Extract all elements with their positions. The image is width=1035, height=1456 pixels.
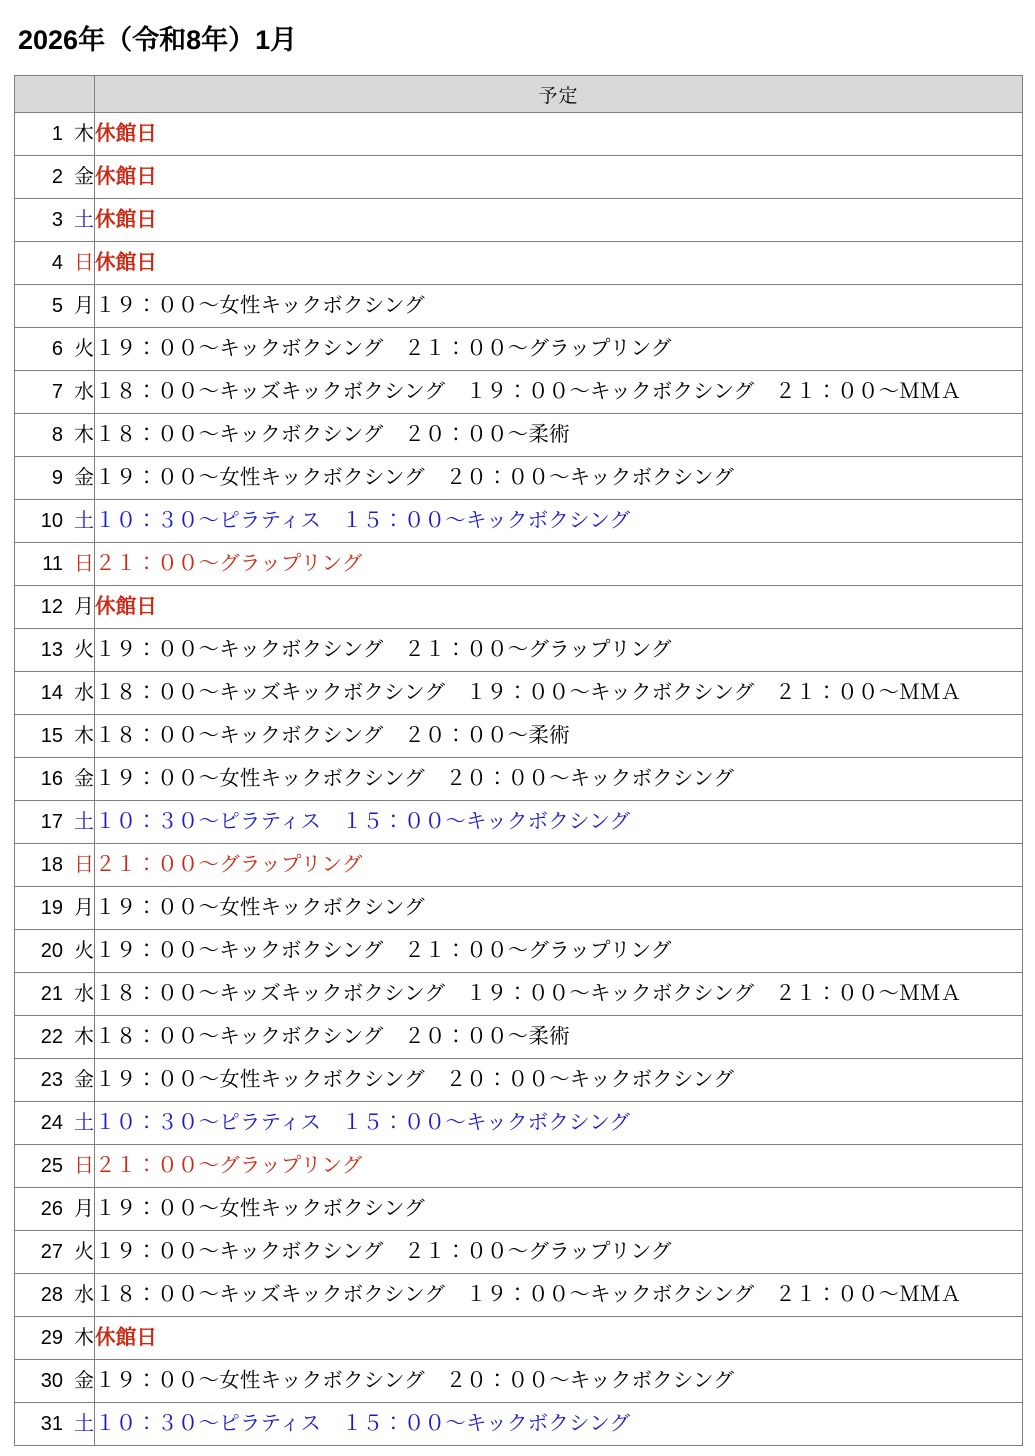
table-row (15, 1360, 1023, 1403)
day-number: 27 (40, 1241, 63, 1263)
table-row (15, 156, 1023, 199)
plan-cell: 休館日 (95, 156, 1023, 199)
day-number: 12 (40, 596, 63, 618)
date-cell (15, 1059, 95, 1102)
table-row (15, 1274, 1023, 1317)
day-number: 20 (40, 940, 63, 962)
weekday-label: 木 (74, 123, 94, 145)
table-row (15, 1317, 1023, 1360)
table-row (15, 328, 1023, 371)
day-number: 8 (51, 424, 63, 446)
table-row (15, 801, 1023, 844)
plan-cell: １９：００～女性キックボクシング ２０：００～キックボクシング (95, 1360, 1023, 1403)
plan-cell: １８：００～キッズキックボクシング １９：００～キックボクシング ２１：００～ＭＭＡ (95, 371, 1023, 414)
plan-cell: １０：３０～ピラティス １５：００～キックボクシング (95, 1102, 1023, 1145)
weekday-label: 月 (74, 295, 94, 317)
weekday-label: 月 (74, 897, 94, 919)
table-row (15, 1059, 1023, 1102)
table-header (15, 76, 1023, 113)
table-row (15, 973, 1023, 1016)
table-row (15, 1102, 1023, 1145)
table-row (15, 1145, 1023, 1188)
day-number: 1 (51, 123, 63, 145)
date-cell (15, 844, 95, 887)
weekday-label: 土 (74, 811, 94, 833)
date-cell (15, 1231, 95, 1274)
date-cell (15, 199, 95, 242)
weekday-label: 水 (74, 381, 94, 403)
day-number: 24 (40, 1112, 63, 1134)
weekday-label: 金 (74, 1069, 94, 1091)
date-cell (15, 715, 95, 758)
weekday-label: 日 (74, 854, 94, 876)
day-number: 15 (40, 725, 63, 747)
date-cell (15, 1317, 95, 1360)
day-number: 4 (51, 252, 63, 274)
table-row (15, 586, 1023, 629)
date-cell (15, 1274, 95, 1317)
weekday-label: 日 (74, 1155, 94, 1177)
date-cell (15, 586, 95, 629)
plan-cell: １８：００～キックボクシング ２０：００～柔術 (95, 414, 1023, 457)
table-row (15, 199, 1023, 242)
table-row (15, 242, 1023, 285)
date-cell (15, 285, 95, 328)
plan-cell: １８：００～キッズキックボクシング １９：００～キックボクシング ２１：００～ＭＭＡ (95, 973, 1023, 1016)
date-cell (15, 930, 95, 973)
plan-cell: ２１：００～グラップリング (95, 1145, 1023, 1188)
plan-cell: 休館日 (95, 113, 1023, 156)
day-number: 2 (51, 166, 63, 188)
plan-cell: １０：３０～ピラティス １５：００～キックボクシング (95, 1403, 1023, 1446)
day-number: 13 (40, 639, 63, 661)
date-cell (15, 1102, 95, 1145)
plan-cell: １０：３０～ピラティス １５：００～キックボクシング (95, 500, 1023, 543)
day-number: 29 (40, 1327, 63, 1349)
table-row (15, 629, 1023, 672)
day-number: 5 (51, 295, 63, 317)
weekday-label: 金 (74, 467, 94, 489)
table-row (15, 1403, 1023, 1446)
plan-cell: １９：００～女性キックボクシング (95, 887, 1023, 930)
date-cell (15, 1403, 95, 1446)
plan-cell: １９：００～女性キックボクシング (95, 285, 1023, 328)
table-row (15, 1188, 1023, 1231)
date-cell (15, 1016, 95, 1059)
header-row (15, 76, 1023, 113)
weekday-label: 火 (74, 940, 94, 962)
weekday-label: 水 (74, 983, 94, 1005)
plan-cell: １０：３０～ピラティス １５：００～キックボクシング (95, 801, 1023, 844)
date-cell (15, 414, 95, 457)
plan-cell: １８：００～キックボクシング ２０：００～柔術 (95, 1016, 1023, 1059)
table-row (15, 113, 1023, 156)
table-row (15, 457, 1023, 500)
day-number: 25 (40, 1155, 63, 1177)
day-number: 21 (40, 983, 63, 1005)
weekday-label: 土 (74, 1413, 94, 1435)
weekday-label: 日 (74, 252, 94, 274)
day-number: 28 (40, 1284, 63, 1306)
date-cell (15, 113, 95, 156)
date-cell (15, 758, 95, 801)
date-cell (15, 801, 95, 844)
weekday-label: 木 (74, 725, 94, 747)
weekday-label: 日 (74, 553, 94, 575)
plan-cell: １９：００～女性キックボクシング ２０：００～キックボクシング (95, 457, 1023, 500)
plan-cell: ２１：００～グラップリング (95, 844, 1023, 887)
plan-cell: １９：００～女性キックボクシング (95, 1188, 1023, 1231)
plan-cell: １９：００～女性キックボクシング ２０：００～キックボクシング (95, 758, 1023, 801)
table-row (15, 844, 1023, 887)
date-cell (15, 328, 95, 371)
column-header-plan: 予定 (95, 76, 1023, 113)
date-cell (15, 457, 95, 500)
day-number: 31 (40, 1413, 63, 1435)
day-number: 26 (40, 1198, 63, 1220)
plan-cell: １９：００～キックボクシング ２１：００～グラップリング (95, 930, 1023, 973)
plan-cell: １８：００～キックボクシング ２０：００～柔術 (95, 715, 1023, 758)
day-number: 9 (51, 467, 63, 489)
table-row (15, 543, 1023, 586)
day-number: 7 (51, 381, 63, 403)
date-cell (15, 543, 95, 586)
weekday-label: 月 (74, 1198, 94, 1220)
plan-cell: １８：００～キッズキックボクシング １９：００～キックボクシング ２１：００～ＭＭＡ (95, 672, 1023, 715)
day-number: 16 (40, 768, 63, 790)
weekday-label: 金 (74, 768, 94, 790)
day-number: 30 (40, 1370, 63, 1392)
date-cell (15, 1360, 95, 1403)
day-number: 18 (40, 854, 63, 876)
date-cell (15, 973, 95, 1016)
date-cell (15, 672, 95, 715)
day-number: 3 (51, 209, 63, 231)
weekday-label: 木 (74, 1327, 94, 1349)
day-number: 23 (40, 1069, 63, 1091)
weekday-label: 木 (74, 424, 94, 446)
table-row (15, 371, 1023, 414)
plan-cell: ２１：００～グラップリング (95, 543, 1023, 586)
plan-cell: １８：００～キッズキックボクシング １９：００～キックボクシング ２１：００～ＭＭＡ (95, 1274, 1023, 1317)
plan-cell: １９：００～キックボクシング ２１：００～グラップリング (95, 1231, 1023, 1274)
weekday-label: 土 (74, 1112, 94, 1134)
weekday-label: 火 (74, 338, 94, 360)
table-row (15, 500, 1023, 543)
monthly-schedule-table (14, 75, 1023, 1446)
page-title: 2026年（令和8年）1月 (18, 25, 298, 55)
table-row (15, 887, 1023, 930)
table-row (15, 414, 1023, 457)
day-number: 19 (40, 897, 63, 919)
day-number: 14 (40, 682, 63, 704)
weekday-label: 火 (74, 1241, 94, 1263)
date-cell (15, 1188, 95, 1231)
weekday-label: 火 (74, 639, 94, 661)
plan-cell: １９：００～キックボクシング ２１：００～グラップリング (95, 629, 1023, 672)
plan-cell: １９：００～女性キックボクシング ２０：００～キックボクシング (95, 1059, 1023, 1102)
plan-cell: 休館日 (95, 1317, 1023, 1360)
day-number: 17 (40, 811, 63, 833)
weekday-label: 水 (74, 1284, 94, 1306)
date-cell (15, 242, 95, 285)
date-cell (15, 629, 95, 672)
table-row (15, 930, 1023, 973)
day-number: 22 (40, 1026, 63, 1048)
plan-cell: 休館日 (95, 242, 1023, 285)
weekday-label: 土 (74, 209, 94, 231)
date-cell (15, 1145, 95, 1188)
table-body (15, 113, 1023, 1446)
date-cell (15, 887, 95, 930)
table-row (15, 758, 1023, 801)
weekday-label: 木 (74, 1026, 94, 1048)
table-row (15, 285, 1023, 328)
column-header-date (15, 76, 95, 113)
weekday-label: 金 (74, 1370, 94, 1392)
table-row (15, 1231, 1023, 1274)
date-cell (15, 156, 95, 199)
weekday-label: 水 (74, 682, 94, 704)
weekday-label: 月 (74, 596, 94, 618)
weekday-label: 土 (74, 510, 94, 532)
day-number: 6 (51, 338, 63, 360)
weekday-label: 金 (74, 166, 94, 188)
table-row (15, 1016, 1023, 1059)
table-row (15, 715, 1023, 758)
table-row (15, 672, 1023, 715)
day-number: 10 (40, 510, 63, 532)
plan-cell: 休館日 (95, 586, 1023, 629)
plan-cell: １９：００～キックボクシング ２１：００～グラップリング (95, 328, 1023, 371)
day-number: 11 (42, 553, 63, 575)
plan-cell: 休館日 (95, 199, 1023, 242)
date-cell (15, 500, 95, 543)
date-cell (15, 371, 95, 414)
